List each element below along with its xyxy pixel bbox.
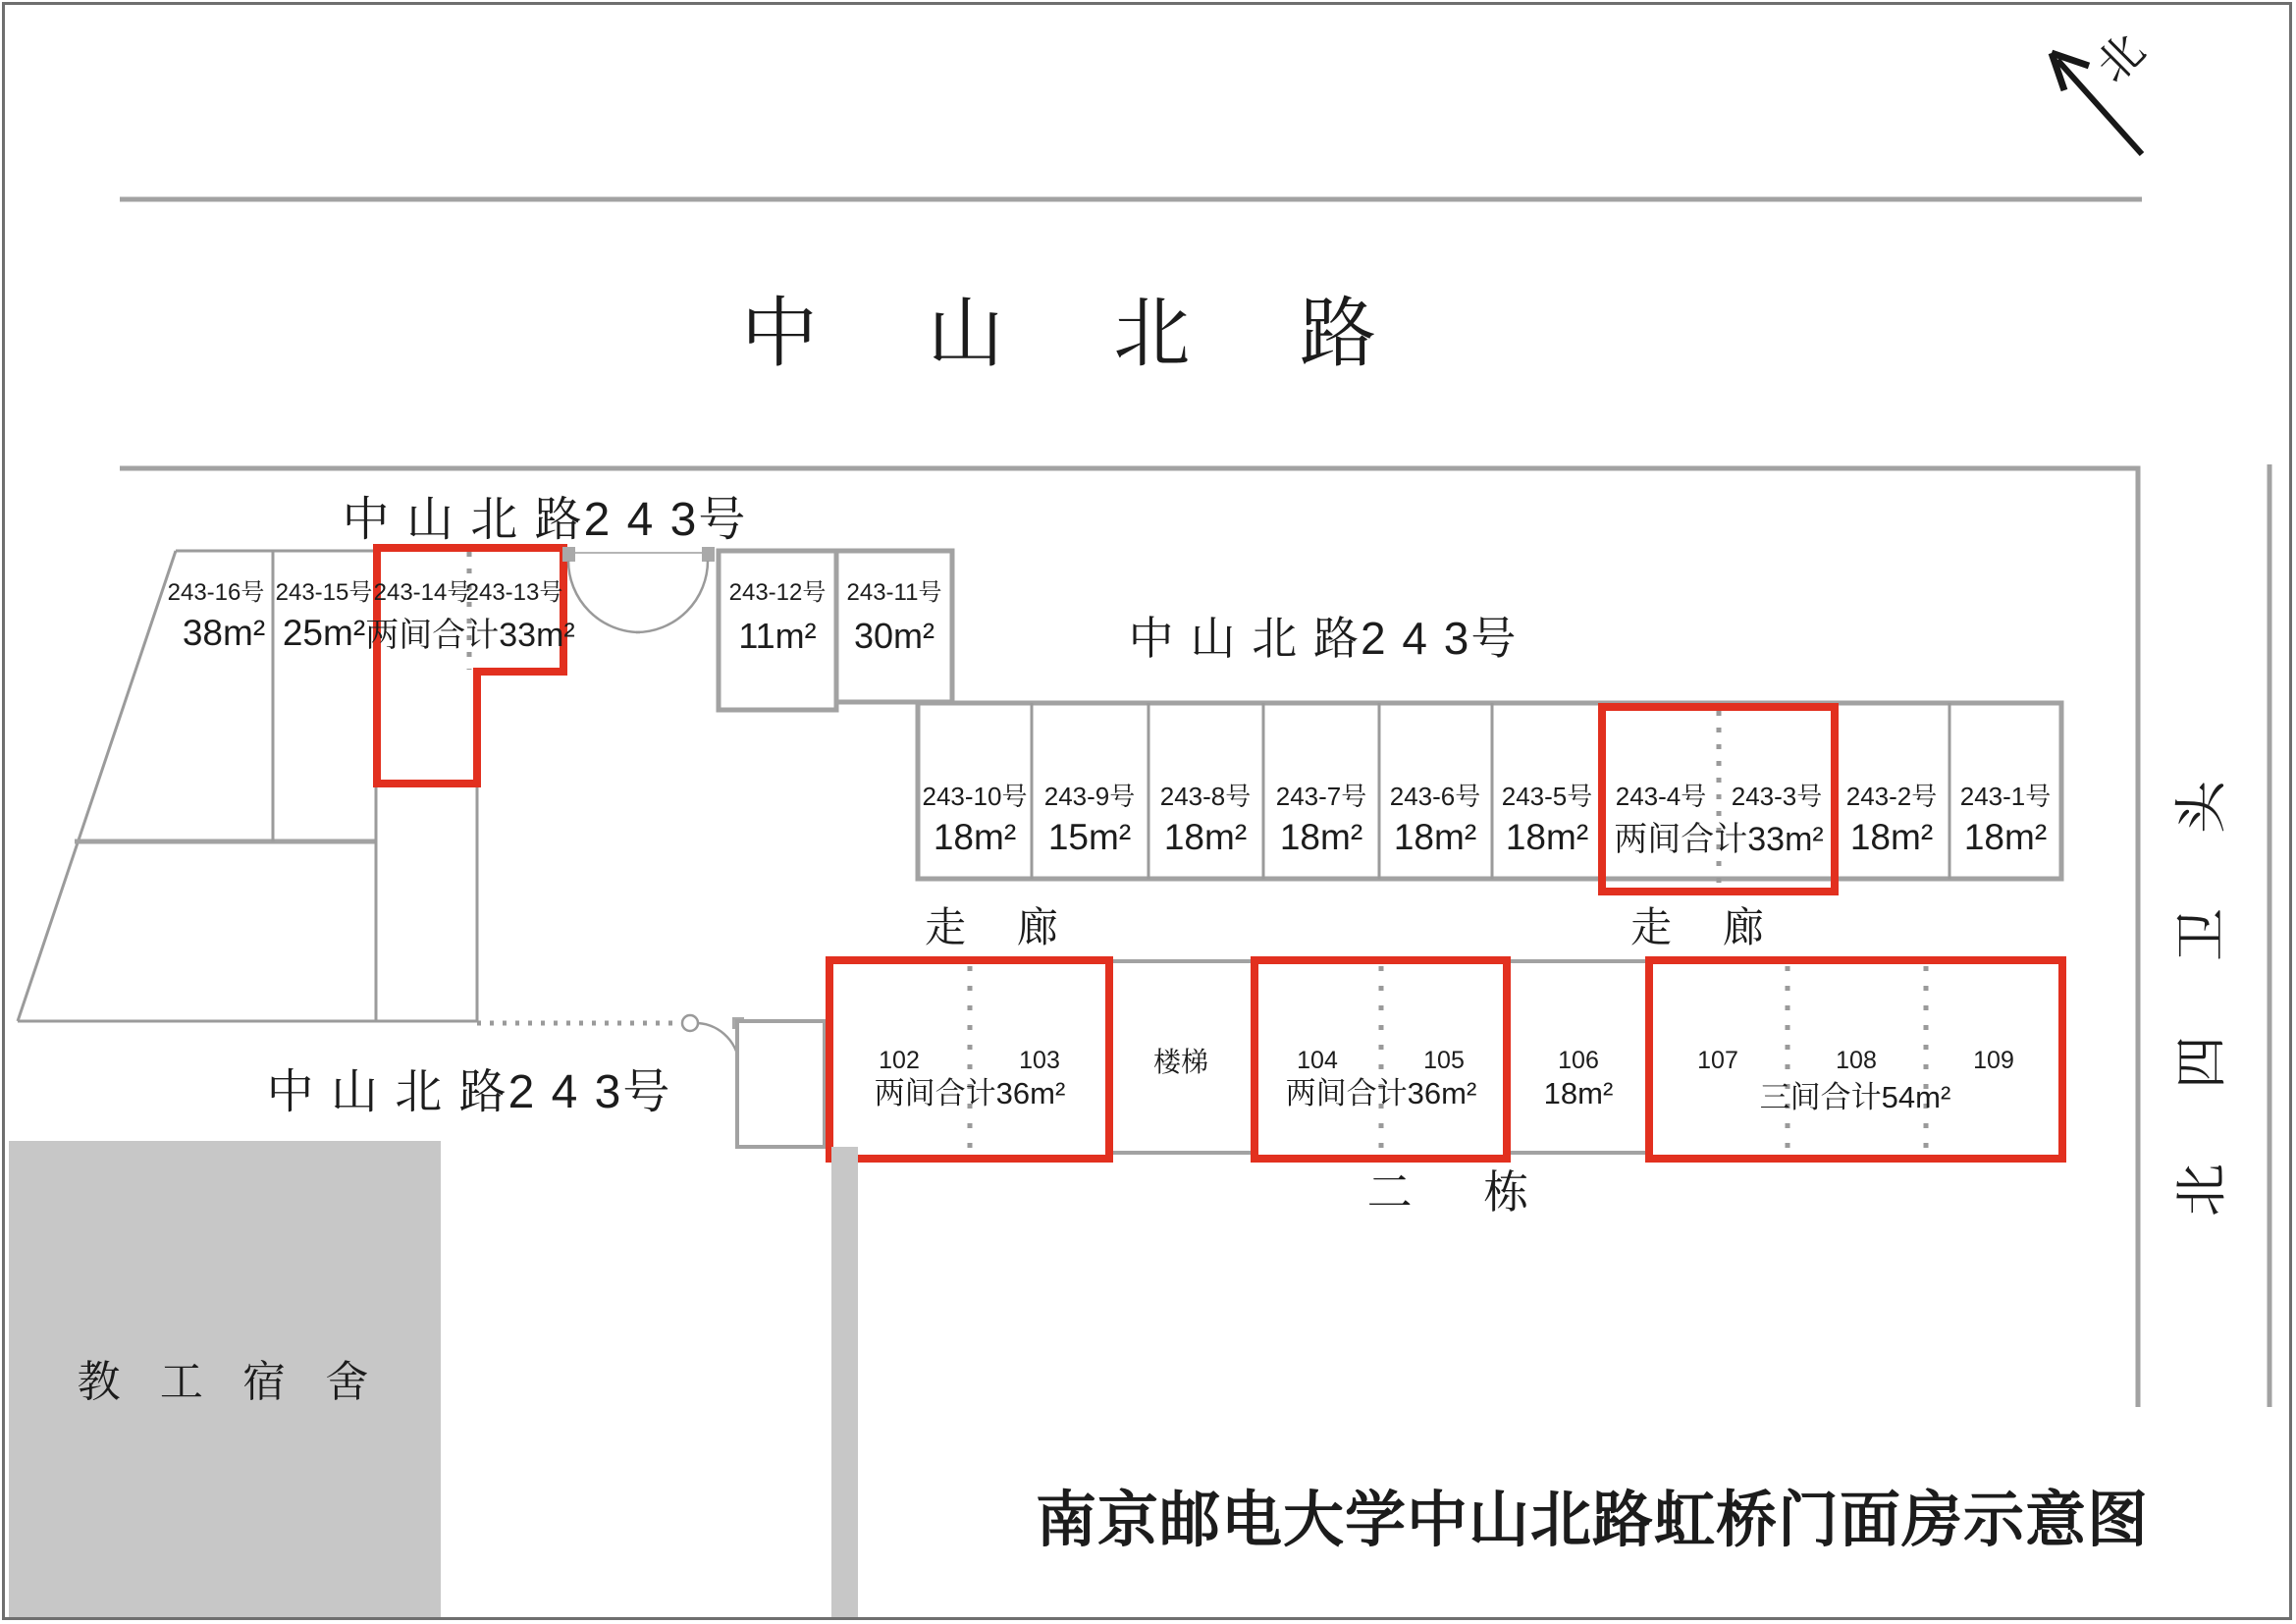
room-108-no: 108: [1836, 1047, 1877, 1074]
room-243-10-no: 243-10号: [922, 782, 1028, 811]
room-243-6-area: 18m²: [1393, 817, 1477, 857]
room-243-16-area: 38m²: [182, 613, 266, 653]
room-243-14-no: 243-14号: [373, 579, 471, 606]
room-243-11-area: 30m²: [853, 616, 935, 656]
room-243-8-area: 18m²: [1163, 817, 1248, 857]
gate-post-right: [702, 547, 715, 562]
room-243-15-area: 25m²: [282, 613, 366, 653]
room-243-8-no: 243-8号: [1159, 782, 1252, 811]
room-103-no: 103: [1019, 1047, 1060, 1074]
room-243-15-no: 243-15号: [275, 579, 373, 606]
room-106-area: 18m²: [1543, 1076, 1614, 1110]
corridor-label-east: 走 廊: [1630, 904, 1764, 950]
room-243-5-no: 243-5号: [1501, 782, 1593, 811]
room-243-9-no: 243-9号: [1043, 782, 1136, 811]
building2-west-box: [737, 1021, 825, 1147]
room-243-4-no: 243-4号: [1615, 782, 1707, 811]
unit-102-103-area: 两间合计36m²: [874, 1076, 1066, 1110]
unit-14-13-area: 两间合计33m²: [365, 617, 575, 654]
room-243-10-area: 18m²: [933, 817, 1017, 857]
room-243-5-area: 18m²: [1505, 817, 1589, 857]
room-243-2-no: 243-2号: [1845, 782, 1938, 811]
room-243-2-area: 18m²: [1849, 817, 1934, 857]
room-243-16-no: 243-16号: [167, 579, 265, 606]
corridor-label-west: 走 廊: [925, 904, 1058, 950]
room-102-no: 102: [879, 1047, 920, 1074]
room-243-7-no: 243-7号: [1275, 782, 1367, 811]
room-243-12-no: 243-12号: [728, 579, 827, 606]
room-106-no: 106: [1558, 1047, 1599, 1074]
door-swing-right: [636, 561, 708, 632]
room-109-no: 109: [1973, 1047, 2014, 1074]
room-243-12-area: 11m²: [738, 616, 817, 656]
unit-4-3-area: 两间合计33m²: [1614, 821, 1824, 858]
unit-104-105-area: 两间合计36m²: [1285, 1076, 1477, 1110]
stairs-label: 楼梯: [1152, 1047, 1208, 1077]
gate-post-left: [562, 547, 575, 562]
building2-label: 二 栋: [1366, 1166, 1529, 1218]
room-243-11-no: 243-11号: [846, 579, 942, 606]
room-243-6-no: 243-6号: [1389, 782, 1481, 811]
room-105-no: 105: [1423, 1047, 1465, 1074]
courtyard-gate-hinge: [682, 1015, 698, 1031]
room-243-7-area: 18m²: [1279, 817, 1363, 857]
address-label-courtyard: 中 山 北 路2 4 3号: [266, 1066, 672, 1118]
main-title: 南京邮电大学中山北路虹桥门面房示意图: [1035, 1487, 2149, 1554]
road-top-title: 中 山 北 路: [741, 290, 1407, 376]
dormitory-label: 教 工 宿 舍: [77, 1358, 369, 1406]
boundary-wall-strip: [831, 1147, 858, 1620]
room-243-1-no: 243-1号: [1959, 782, 2052, 811]
unit-107-109-area: 三间合计54m²: [1759, 1080, 1951, 1114]
room-243-13-no: 243-13号: [465, 579, 563, 606]
north-label: 北: [2086, 24, 2155, 92]
room-243-1-area: 18m²: [1963, 817, 2048, 857]
road-right-name: 北四卫头: [2172, 706, 2231, 1217]
courtyard-door-swing: [698, 1023, 739, 1067]
room-243-9-area: 15m²: [1047, 817, 1132, 857]
address-label-east: 中 山 北 路2 4 3号: [1128, 613, 1519, 664]
room-107-no: 107: [1697, 1047, 1738, 1074]
room-104-no: 104: [1297, 1047, 1338, 1074]
room-243-3-no: 243-3号: [1731, 782, 1823, 811]
address-label-west: 中 山 北 路2 4 3号: [342, 494, 748, 546]
